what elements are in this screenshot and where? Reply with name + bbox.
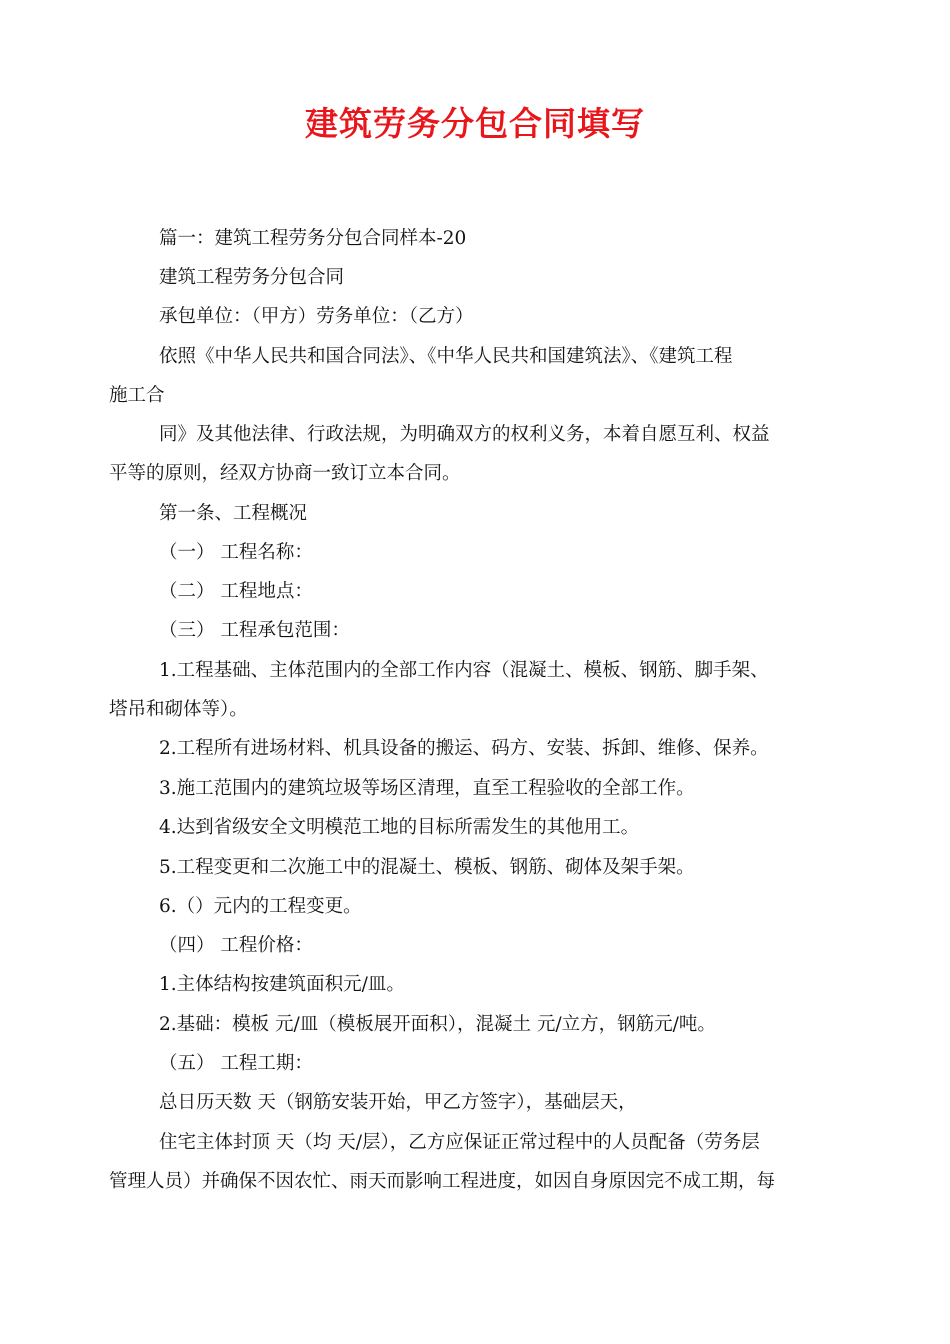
paragraph-line: 2.基础：模板 元/皿（模板展开面积），混凝土 元/立方，钢筋元/吨。 [159, 1014, 716, 1035]
paragraph-line: 依照《中华人民共和国合同法》、《中华人民共和国建筑法》、《建筑工程 [159, 346, 733, 367]
paragraph-line: 平等的原则，经双方协商一致订立本合同。 [109, 463, 461, 484]
paragraph-line: 6.（）元内的工程变更。 [159, 896, 362, 917]
paragraph-line: 承包单位：（甲方）劳务单位：（乙方） [159, 306, 474, 327]
paragraph-line: （四） 工程价格： [159, 935, 313, 956]
paragraph-line: 总日历天数 天（钢筋安装开始，甲乙方签字），基础层天， [159, 1092, 637, 1113]
paragraph-line: 3.施工范围内的建筑垃圾等场区清理，直至工程验收的全部工作。 [159, 778, 695, 799]
paragraph-line: 建筑工程劳务分包合同 [159, 267, 345, 288]
paragraph-line: 篇一：建筑工程劳务分包合同样本-20 [159, 228, 467, 249]
paragraph-line: 同》及其他法律、行政法规，为明确双方的权利义务，本着自愿互利、权益 [159, 424, 770, 445]
paragraph-line: 4.达到省级安全文明模范工地的目标所需发生的其他用工。 [159, 817, 640, 838]
document-title: 建筑劳务分包合同填写 [305, 104, 645, 143]
paragraph-line: 塔吊和砌体等）。 [109, 699, 248, 720]
paragraph-line: （一） 工程名称： [159, 542, 313, 563]
paragraph-line: 1.主体结构按建筑面积元/皿。 [159, 974, 405, 995]
paragraph-line: 管理人员）并确保不因农忙、雨天而影响工程进度，如因自身原因完不成工期，每 [109, 1171, 776, 1192]
paragraph-line: 2.工程所有进场材料、机具设备的搬运、码方、安装、拆卸、维修、保养。 [159, 738, 769, 759]
paragraph-line: （二） 工程地点： [159, 581, 313, 602]
paragraph-line: （五） 工程工期： [159, 1053, 313, 1074]
paragraph-line: 5.工程变更和二次施工中的混凝土、模板、钢筋、砌体及架手架。 [159, 857, 695, 878]
paragraph-line: 住宅主体封顶 天（均 天/层），乙方应保证正常过程中的人员配备（劳务层 [159, 1132, 760, 1153]
section-heading: 第一条、工程概况 [159, 503, 308, 524]
paragraph-line: 施工合 [109, 385, 165, 406]
paragraph-line: 1.工程基础、主体范围内的全部工作内容（混凝土、模板、钢筋、脚手架、 [159, 660, 769, 681]
paragraph-line: （三） 工程承包范围： [159, 620, 350, 641]
